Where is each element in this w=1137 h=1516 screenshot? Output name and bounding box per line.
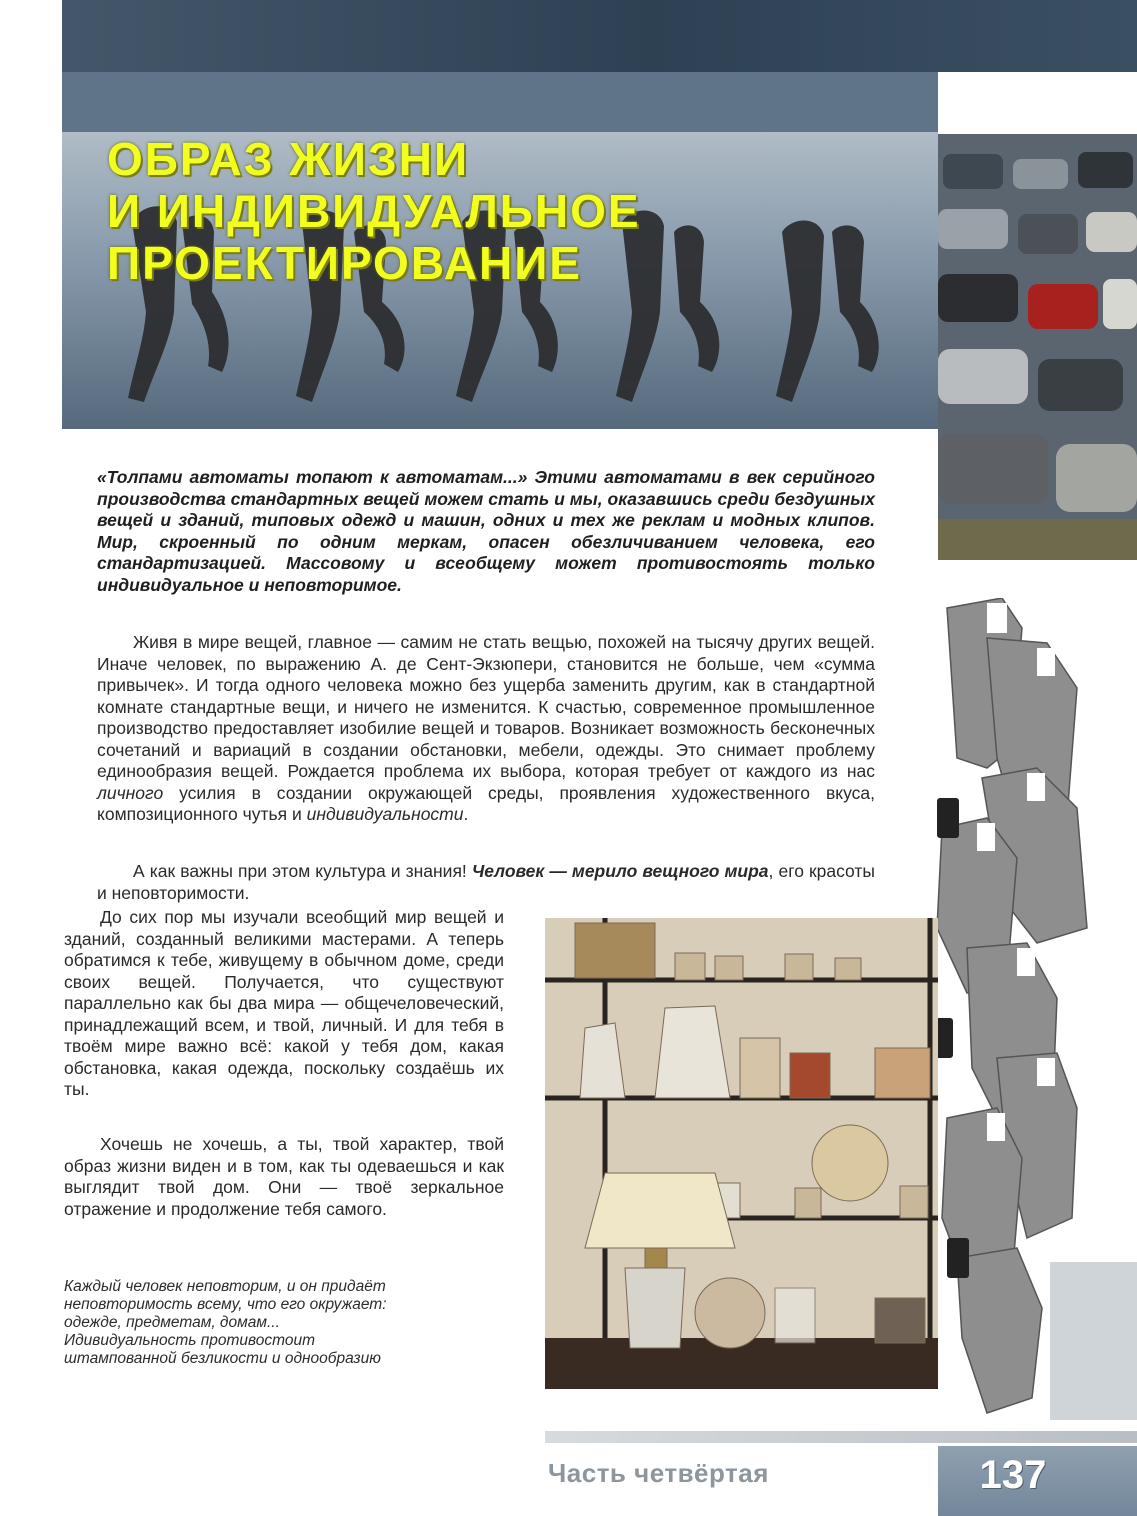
shelf-illustration bbox=[545, 918, 938, 1389]
title-line-3: ПРОЕКТИРОВАНИЕ bbox=[107, 237, 582, 289]
caption-line-5: штампованной безликости и однообразию bbox=[64, 1350, 381, 1367]
caption-line-4: Идивидуальность противостоит bbox=[64, 1332, 316, 1349]
p1-text-c: . bbox=[463, 804, 469, 824]
title-line-1: ОБРАЗ ЖИЗНИ bbox=[107, 133, 470, 185]
header-band bbox=[62, 0, 1137, 72]
traffic-jam-photo bbox=[938, 134, 1137, 560]
page-title bbox=[107, 133, 641, 289]
p2-text-b: , его красоты и неповторимости. bbox=[97, 861, 875, 903]
p1-emphasis-individuality: индивидуальности bbox=[306, 804, 464, 824]
footer-part-label: Часть четвёртая bbox=[548, 1458, 769, 1488]
body-paragraph-1 bbox=[97, 632, 875, 826]
body-paragraph-3: До сих пор мы изучали всеобщий мир вещей и зданий, созданный великими мастерами. А теперь обратимся к тебе, живущему в обычном доме, среди своих вещей. Получается, что существуют параллельно как бы два мира — общечеловеческий, принадлежащий всем, и твой, личный. И для тебя в твоём мире важно всё: какой у тебя дом, какая обстановка, какая одежда, поскольку создаёшь их ты. bbox=[64, 907, 504, 1099]
walking-businessmen-collage bbox=[927, 598, 1097, 1420]
caption-line-2: неповторимость всему, что его окружает: bbox=[64, 1296, 387, 1313]
footer-rule bbox=[545, 1431, 1137, 1443]
title-line-2: И ИНДИВИДУАЛЬНОЕ bbox=[107, 185, 641, 237]
body-paragraph-4: Хочешь не хочешь, а ты, твой характер, твой образ жизни виден и в том, как ты одеваешься и как выглядит твой дом. Они — твоё зеркальное отражение и продолжение тебя самого. bbox=[64, 1134, 504, 1219]
kitchen-shelf-photo bbox=[545, 918, 938, 1389]
p2-text-a: А как важны при этом культура и знания! bbox=[133, 861, 472, 881]
caption-line-1: Каждый человек неповторим, и он придаёт bbox=[64, 1278, 386, 1295]
lead-paragraph: «Толпами автоматы топают к автоматам...» Этими автоматами в век серийного производства стандартных вещей можем стать и мы, оказавшись среди бездушных вещей и зданий, типовых одежд и машин, одних и тех же реклам и модных клипов. Мир, скроенный по одним меркам, опасен обезличиванием человека, его стандартизацией. Массовому и всеобщему может противостоять только индивидуальное и неповторимое. bbox=[97, 467, 875, 595]
caption-line-3: одежде, предметам, домам... bbox=[64, 1314, 280, 1331]
traffic-illustration bbox=[938, 134, 1137, 560]
suits-illustration bbox=[927, 598, 1097, 1420]
figure-caption bbox=[64, 1278, 504, 1368]
p1-text-b: усилия в создании окружающей среды, проявления художественного вкуса, композиционного чутья и bbox=[97, 782, 875, 824]
p1-text-a: Живя в мире вещей, главное — самим не стать вещью, похожей на тысячу других вещей. Иначе человек, по выражению А. де Сент-Экзюпери, становится не больше, чем «сумма привычек». И тогда одного человека можно без ущерба заменить другим, как в стандартной комнате стандартные вещи, и ничего не изменится. К счастью, современное промышленное производство предоставляет изобилие вещей и товаров. Возникает возможность бесконечных сочетаний и вариаций в создании обстановки, мебели, одежды. Это снимает проблему единообразия вещей. Рождается проблема их выбора, которая требует от каждого из нас bbox=[97, 632, 875, 781]
p1-emphasis-personal: личного bbox=[97, 782, 164, 803]
body-paragraph-2 bbox=[97, 861, 875, 904]
p2-emphasis: Человек — мерило вещного мира bbox=[471, 861, 769, 881]
page-number: 137 bbox=[979, 1453, 1047, 1497]
